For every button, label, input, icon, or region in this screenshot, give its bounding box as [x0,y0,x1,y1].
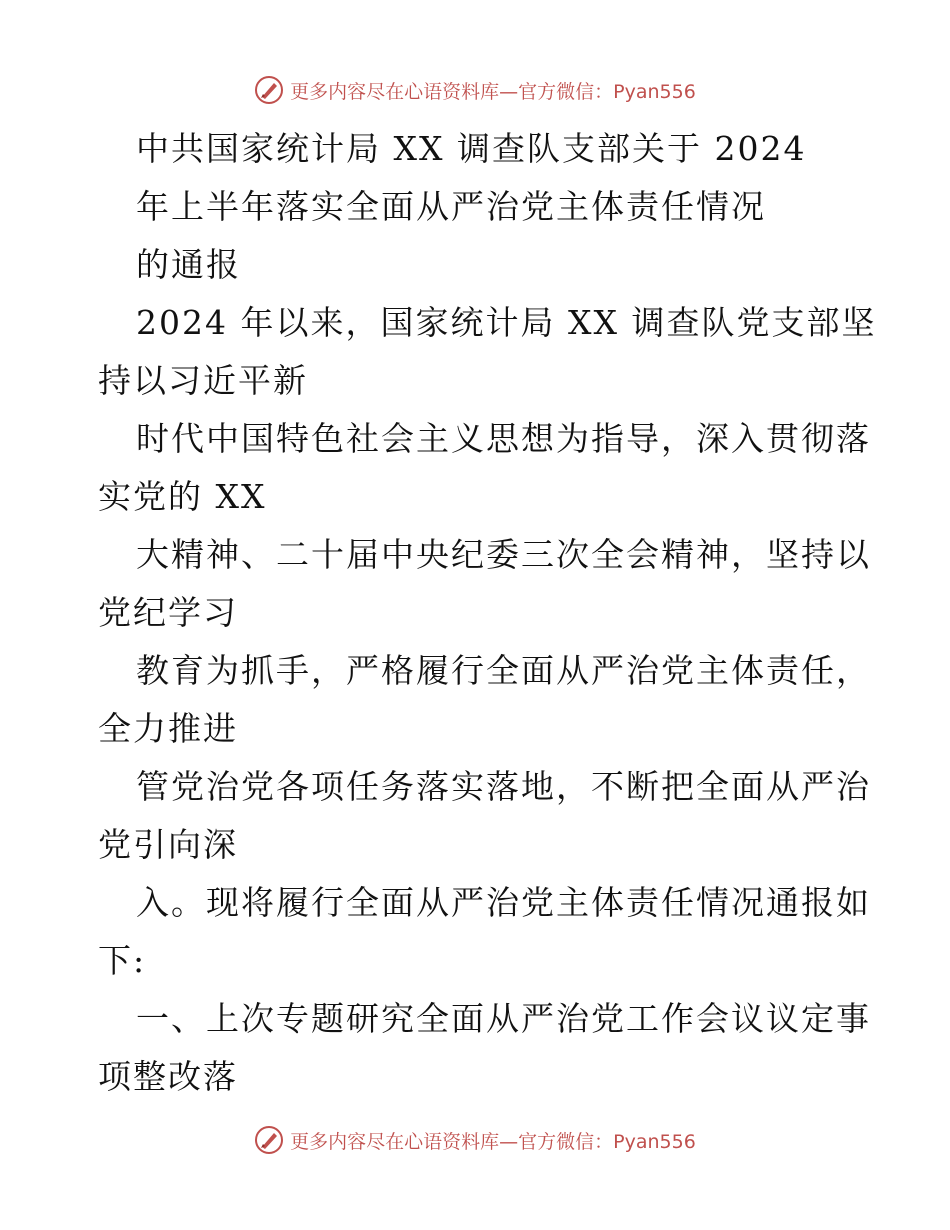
body-line: 教育为抓手，严格履行全面从严治党主体责任， [136,651,871,690]
body-line: 一、上次专题研究全面从严治党工作会议议定事 [136,999,871,1038]
watermark-text [290,77,696,104]
quill-pen-logo-icon [254,1125,284,1155]
document-content [98,294,877,1106]
body-line: 持以习近平新 [98,361,308,400]
watermark-contact-text: 官方微信：Pyan556 [518,1130,696,1153]
title-line: 年上半年落实全面从严治党主体责任情况 [136,187,766,226]
watermark-separator: — [499,1130,519,1153]
body-line: 实党的 XX [98,477,267,516]
body-line: 2024 年以来，国家统计局 XX 调查队党支部坚 [136,303,877,342]
body-line: 党纪学习 [98,593,238,632]
body-line: 下: [98,941,147,980]
footer-watermark-banner [0,1120,950,1160]
body-line: 党引向深 [98,825,238,864]
watermark-contact-text: 官方微信：Pyan556 [518,80,696,103]
document-body [98,120,877,1106]
watermark-main-text: 更多内容尽在心语资料库 [290,1130,500,1153]
document-title [98,120,858,294]
title-line: 的通报 [136,245,241,284]
title-line: 中共国家统计局 XX 调查队支部关于 2024 [136,129,807,168]
body-line: 时代中国特色社会主义思想为指导，深入贯彻落 [136,419,871,458]
watermark-separator: — [499,80,519,103]
body-line: 项整改落 [98,1057,238,1096]
body-line: 大精神、二十届中央纪委三次全会精神，坚持以 [136,535,871,574]
watermark-text [290,1127,696,1154]
quill-pen-logo-icon [254,75,284,105]
body-line: 全力推进 [98,709,238,748]
body-line: 管党治党各项任务落实落地，不断把全面从严治 [136,767,871,806]
watermark-main-text: 更多内容尽在心语资料库 [290,80,500,103]
body-line: 入。现将履行全面从严治党主体责任情况通报如 [136,883,871,922]
header-watermark-banner [0,70,950,110]
